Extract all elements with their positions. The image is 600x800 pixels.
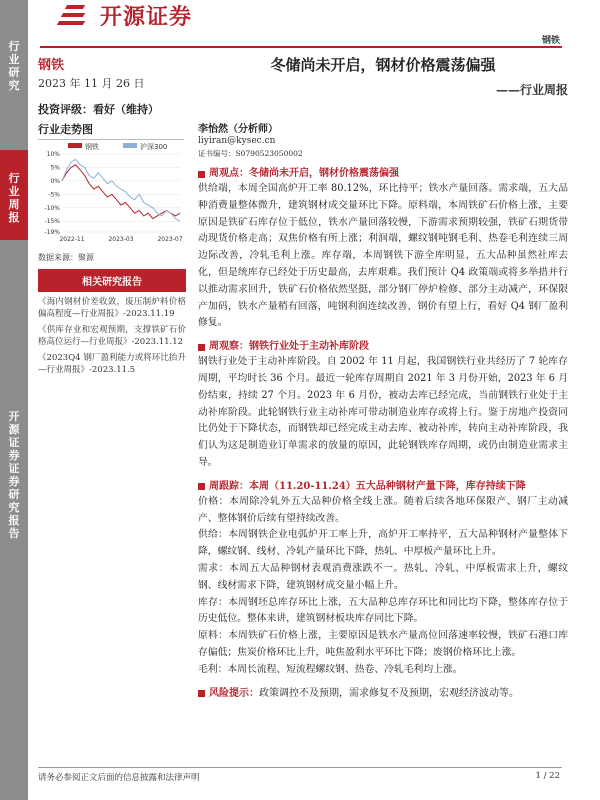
section-heading <box>198 480 568 494</box>
section-body: 毛利：本周长流程、短流程螺纹钢、热卷、冷轧毛利均上涨。 <box>198 663 463 675</box>
legend-swatch <box>123 143 137 148</box>
y-tick-label: 5% <box>50 164 60 172</box>
trend-chart <box>38 139 184 251</box>
section-body: 需求：本周五大品种钢材表观消费涨跌不一。热轧、冷轧、中厚板需求上升，螺纹钢、线材需求下降，建筑钢材成交量小幅上升。 <box>198 562 568 591</box>
report-section <box>198 340 568 472</box>
bullet-square-icon <box>198 344 205 351</box>
investment-rating: 投资评级：看好（维持） <box>38 103 159 116</box>
sidebar-mid-label: 行业周报 <box>8 172 20 224</box>
logo-text: 开源证券 <box>100 4 193 30</box>
report-section <box>198 687 568 701</box>
section-body: 库存：本周钢坯总库存环比上涨，五大品种总库存环比和同比均下降，整体库存位于历史低位。整体来讲，建筑钢材板块库存同比下降。 <box>198 596 568 625</box>
y-tick-label: -5% <box>48 191 60 199</box>
sidebar-bottom-band <box>0 240 28 800</box>
y-tick-label: 0% <box>50 177 60 185</box>
bullet-square-icon <box>198 690 205 697</box>
sidebar <box>0 0 28 800</box>
main-column <box>198 50 568 701</box>
related-reports-title: 相关研究报告 <box>38 269 186 292</box>
sidebar-mid-band <box>0 150 28 240</box>
section-body: 政策调控不及预期，需求修复不及预期，宏观经济波动等。 <box>259 687 519 699</box>
trend-chart-svg <box>38 140 184 250</box>
section-heading-text: 风险提示： <box>209 687 259 699</box>
report-date: 2023 年 11 月 26 日 <box>38 77 145 90</box>
author-cert: 证书编号：S0790523050002 <box>198 149 303 158</box>
brand-logo <box>58 0 192 30</box>
report-title: 冬储尚未开启，钢材价格震荡偏强 <box>270 56 496 74</box>
author-block <box>198 120 568 159</box>
report-section <box>198 480 568 679</box>
x-tick-label: 2022-11 <box>59 236 85 243</box>
section-body: 原料：本周铁矿石价格上涨，主要原因是铁水产量高位回落速率较慢，铁矿石港口库存偏低；焦炭价格环比上升，吨焦盈利水平环比下降；废钢价格环比上涨。 <box>198 630 568 658</box>
section-heading <box>198 340 568 354</box>
author-name: 李怡然（分析师） <box>198 124 278 135</box>
report-subtitle: ——行业周报 <box>495 83 568 97</box>
left-column <box>38 50 186 376</box>
y-tick-label: -15% <box>44 218 60 226</box>
x-tick-label: 2023-03 <box>108 236 134 243</box>
report-section <box>198 167 568 332</box>
industry-name: 钢铁 <box>38 58 65 73</box>
y-tick-label: -10% <box>44 204 60 212</box>
series-line <box>62 159 180 221</box>
header-divider <box>40 46 562 48</box>
header-industry-tag: 钢铁 <box>541 36 560 46</box>
y-tick-label: -19% <box>44 229 60 236</box>
section-body: 供给：本周钢铁企业电弧炉开工率上升，高炉开工率持平，五大品种钢材产量整体下降，螺纹钢、线材、冷轧产量环比下降，热轧、中厚板产量环比上升。 <box>198 529 568 558</box>
page-number: 1 / 22 <box>535 771 560 781</box>
author-email[interactable]: liyiran@kysec.cn <box>198 136 276 146</box>
related-report-item[interactable]: 《海内钢材价差收敛，废压制炉料价格偏高程度—行业周报》-2023.11.19 <box>38 297 186 319</box>
related-report-item[interactable]: 《供库存业和宏观预期，支撑铁矿石价格高位运行—行业周报》-2023.11.12 <box>38 325 186 347</box>
section-heading-text: 周观点：冬储尚未开启，钢材价格震荡偏强 <box>209 168 399 179</box>
sidebar-top-label: 行业研究 <box>8 40 20 92</box>
section-heading <box>198 167 568 181</box>
section-body: 供给端，本周全国高炉开工率 80.12%，环比持平；铁水产量回落。需求端，五大品种消费量整体微升，建筑钢材成交量环比下降。原料端，本周铁矿石价格上涨，主要原因是铁矿石库存位于低位，铁水产量回落较慢，下游需求预期较强，铁矿石期货带动现货价格走高；双焦价格有所上涨；利润端，螺纹钢吨钢毛利、热卷毛利连续三周边际改善，冷轧毛利上涨。库存端，本周钢铁下游全库明显，五大品种虽然社库去化，但是统库存已经处于历史最高，去库艰难。我们预计 Q4 政策端或将多举措并行以推动需求回升，铁矿石价格依然坚挺，部分钢厂停炉检修、部分主动减产，环保限产加码，铁水产量稍有回落，吨钢利润连续改善，钢价有望上行，看好 Q4 钢厂盈利修复。 <box>198 183 568 329</box>
chart-source: 数据来源：聚源 <box>38 253 94 262</box>
legend-swatch <box>68 143 82 148</box>
footer-divider <box>38 767 562 768</box>
footer-disclaimer: 请务必参阅正文后面的信息披露和法律声明 <box>38 773 200 783</box>
sidebar-bottom-label: 开源证券 证券研究报告 <box>8 410 20 540</box>
section-body: 钢铁行业处于主动补库阶段。自 2002 年 11 月起，我国钢铁行业共经历了 7 轮库存周期，平均时长 36 个月。最近一轮库存周期自 2021 年 3 月份开始，2023 年 6 月份结束，持续 27 个月。2023 年 6 月份，被动去库已经完成，当前钢铁行业处于主动补库阶段。此轮钢铁行业主动补库可带动制造业库存或将上行。鉴于房地产投资同比仍处于下降状态，而钢铁却已经完成主动去库、被动补库，转向主动补库阶段，我们认为这是制造业订单需求的放量的原因，此轮钢铁库存周期，或仍由制造业需求主导。 <box>198 356 568 468</box>
x-tick-label: 2023-07 <box>157 236 183 243</box>
related-report-item[interactable]: 《2023Q4 钢厂盈利能力或将环比抬升—行业周报》-2023.11.5 <box>38 353 186 375</box>
sidebar-top-band <box>0 0 28 150</box>
section-body: 价格：本周除冷轧外五大品种价格全线上涨。随着后续各地环保限产、钢厂主动减产、整体钢价后续有望持续改善。 <box>198 495 568 524</box>
section-heading <box>198 687 568 701</box>
trend-chart-title: 行业走势图 <box>38 123 93 136</box>
bullet-square-icon <box>198 483 205 490</box>
sections <box>198 167 568 701</box>
series-line <box>62 165 180 219</box>
bullet-square-icon <box>198 171 205 178</box>
y-tick-label: 10% <box>46 151 60 158</box>
legend-label: 钢铁 <box>85 143 99 151</box>
section-heading-text: 周观察：钢铁行业处于主动补库阶段 <box>209 341 369 353</box>
legend-label: 沪深300 <box>140 143 168 151</box>
logo-mark-icon <box>58 3 94 27</box>
section-heading-text: 周跟踪：本周（11.20-11.24）五大品种钢材产量下降，库存持续下降 <box>209 480 526 492</box>
